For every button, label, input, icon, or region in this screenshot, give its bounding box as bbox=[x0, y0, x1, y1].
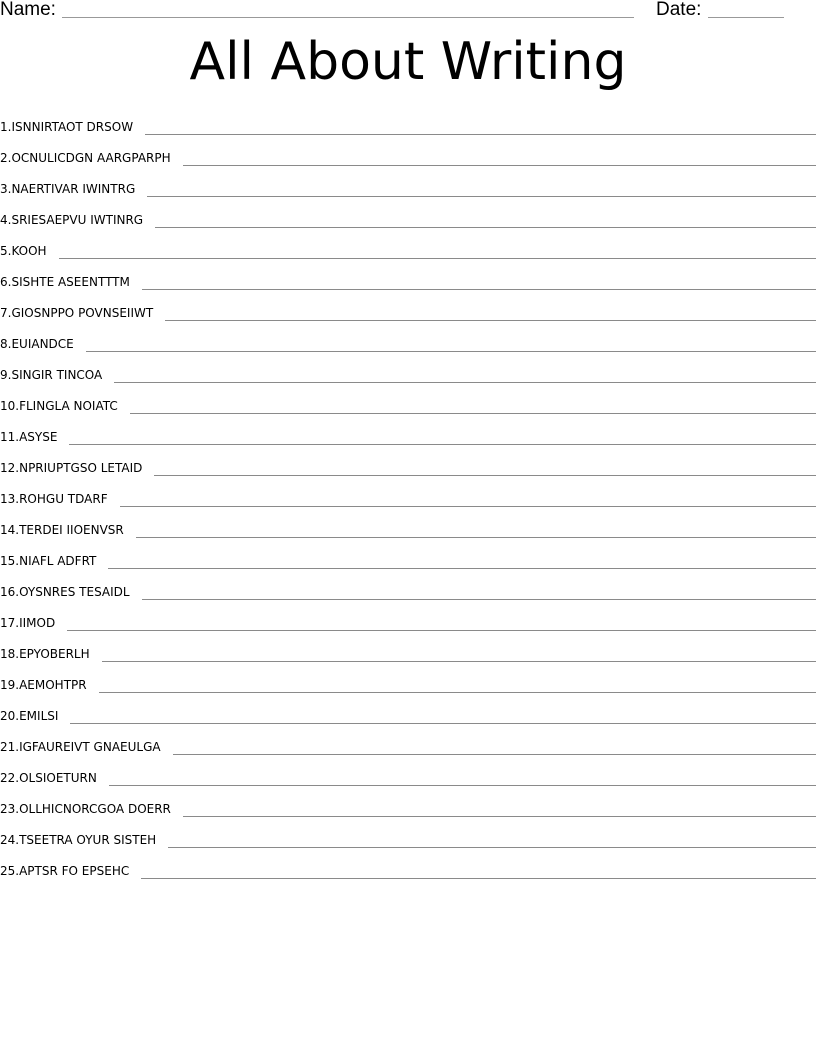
scrambled-word: EPYOBERLH bbox=[19, 646, 90, 661]
date-label: Date: bbox=[656, 0, 702, 20]
scrambled-word: NPRIUPTGSO LETAID bbox=[19, 460, 143, 475]
scrambled-word: OYSNRES TESAIDL bbox=[19, 584, 130, 599]
answer-line[interactable] bbox=[145, 134, 816, 135]
scrambled-word: IIMOD bbox=[19, 615, 56, 630]
answer-line[interactable] bbox=[114, 382, 816, 383]
item-number: 1. bbox=[0, 119, 12, 134]
item-number: 14. bbox=[0, 522, 20, 537]
scrambled-word: SISHTE ASEENTTTM bbox=[11, 274, 130, 289]
answer-line[interactable] bbox=[136, 537, 816, 538]
scrambled-word: FLINGLA NOIATC bbox=[19, 398, 118, 413]
item-number: 11. bbox=[0, 429, 20, 444]
list-item bbox=[0, 266, 816, 297]
scrambled-word: GIOSNPPO POVNSEIIWT bbox=[11, 305, 154, 320]
item-number: 10. bbox=[0, 398, 20, 413]
worksheet-header bbox=[0, 0, 816, 22]
item-number: 15. bbox=[0, 553, 20, 568]
list-item bbox=[0, 638, 816, 669]
answer-line[interactable] bbox=[67, 630, 816, 631]
item-number: 8. bbox=[0, 336, 12, 351]
list-item bbox=[0, 824, 816, 855]
item-number: 2. bbox=[0, 150, 12, 165]
scrambled-word: SINGIR TINCOA bbox=[11, 367, 103, 382]
item-number: 17. bbox=[0, 615, 20, 630]
list-item bbox=[0, 204, 816, 235]
list-item bbox=[0, 173, 816, 204]
answer-line[interactable] bbox=[142, 599, 816, 600]
item-number: 22. bbox=[0, 770, 20, 785]
scrambled-word: AEMOHTPR bbox=[19, 677, 87, 692]
page-title: All About Writing bbox=[189, 32, 627, 92]
item-number: 23. bbox=[0, 801, 20, 816]
item-number: 25. bbox=[0, 863, 20, 878]
list-item bbox=[0, 359, 816, 390]
answer-line[interactable] bbox=[109, 785, 816, 786]
item-number: 24. bbox=[0, 832, 20, 847]
list-item bbox=[0, 142, 816, 173]
item-number: 16. bbox=[0, 584, 20, 599]
list-item bbox=[0, 607, 816, 638]
list-item bbox=[0, 483, 816, 514]
answer-line[interactable] bbox=[69, 444, 816, 445]
item-number: 18. bbox=[0, 646, 20, 661]
scrambled-word: TERDEI IIOENVSR bbox=[19, 522, 124, 537]
answer-line[interactable] bbox=[99, 692, 816, 693]
answer-line[interactable] bbox=[120, 506, 816, 507]
list-item bbox=[0, 700, 816, 731]
answer-line[interactable] bbox=[142, 289, 816, 290]
list-item bbox=[0, 545, 816, 576]
answer-line[interactable] bbox=[147, 196, 816, 197]
item-number: 13. bbox=[0, 491, 20, 506]
list-item bbox=[0, 297, 816, 328]
answer-line[interactable] bbox=[102, 661, 816, 662]
scrambled-word: ISNNIRTAOT DRSOW bbox=[11, 119, 134, 134]
list-item bbox=[0, 421, 816, 452]
scrambled-word: NAERTIVAR IWINTRG bbox=[11, 181, 136, 196]
scrambled-word: EMILSI bbox=[19, 708, 59, 723]
answer-line[interactable] bbox=[108, 568, 816, 569]
scrambled-word: ROHGU TDARF bbox=[19, 491, 108, 506]
item-number: 9. bbox=[0, 367, 12, 382]
answer-line[interactable] bbox=[130, 413, 816, 414]
list-item bbox=[0, 762, 816, 793]
scrambled-word: ASYSE bbox=[19, 429, 58, 444]
name-label: Name: bbox=[0, 0, 56, 20]
item-number: 12. bbox=[0, 460, 20, 475]
answer-line[interactable] bbox=[173, 754, 816, 755]
list-item bbox=[0, 111, 816, 142]
list-item bbox=[0, 855, 816, 886]
answer-line[interactable] bbox=[59, 258, 816, 259]
item-number: 5. bbox=[0, 243, 12, 258]
list-item bbox=[0, 390, 816, 421]
scrambled-word: NIAFL ADFRT bbox=[19, 553, 97, 568]
scrambled-word: SRIESAEPVU IWTINRG bbox=[11, 212, 144, 227]
list-item bbox=[0, 731, 816, 762]
answer-line[interactable] bbox=[168, 847, 816, 848]
answer-line[interactable] bbox=[165, 320, 816, 321]
list-item bbox=[0, 669, 816, 700]
scrambled-word: KOOH bbox=[11, 243, 47, 258]
item-number: 7. bbox=[0, 305, 12, 320]
word-scramble-list bbox=[0, 111, 816, 886]
list-item bbox=[0, 793, 816, 824]
answer-line[interactable] bbox=[86, 351, 816, 352]
answer-line[interactable] bbox=[141, 878, 816, 879]
item-number: 21. bbox=[0, 739, 20, 754]
scrambled-word: TSEETRA OYUR SISTEH bbox=[19, 832, 157, 847]
list-item bbox=[0, 452, 816, 483]
item-number: 20. bbox=[0, 708, 20, 723]
answer-line[interactable] bbox=[183, 816, 816, 817]
answer-line[interactable] bbox=[154, 475, 816, 476]
item-number: 3. bbox=[0, 181, 12, 196]
answer-line[interactable] bbox=[155, 227, 816, 228]
scrambled-word: OLSIOETURN bbox=[19, 770, 97, 785]
name-field-line[interactable] bbox=[62, 17, 634, 18]
scrambled-word: EUIANDCE bbox=[11, 336, 74, 351]
list-item bbox=[0, 576, 816, 607]
answer-line[interactable] bbox=[70, 723, 816, 724]
answer-line[interactable] bbox=[183, 165, 816, 166]
scrambled-word: IGFAUREIVT GNAEULGA bbox=[19, 739, 161, 754]
scrambled-word: APTSR FO EPSEHC bbox=[19, 863, 130, 878]
list-item bbox=[0, 514, 816, 545]
date-field-line[interactable] bbox=[708, 17, 784, 18]
scrambled-word: OLLHICNORCGOA DOERR bbox=[19, 801, 171, 816]
list-item bbox=[0, 235, 816, 266]
item-number: 6. bbox=[0, 274, 12, 289]
list-item bbox=[0, 328, 816, 359]
item-number: 19. bbox=[0, 677, 20, 692]
item-number: 4. bbox=[0, 212, 12, 227]
scrambled-word: OCNULICDGN AARGPARPH bbox=[11, 150, 171, 165]
